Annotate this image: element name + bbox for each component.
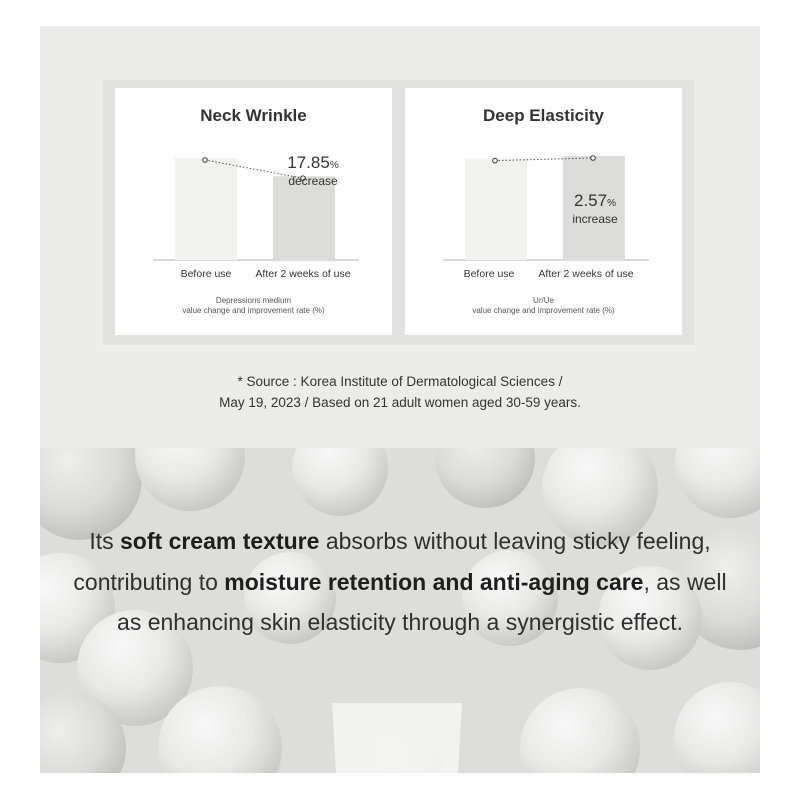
texture-description bbox=[70, 521, 730, 643]
x-tick-label: Before use bbox=[463, 268, 515, 280]
x-tick-label: After 2 weeks of use bbox=[255, 268, 351, 280]
copy-emphasis: soft cream texture bbox=[120, 528, 320, 554]
deep-elasticity-chart-card bbox=[405, 88, 682, 335]
data-point-before bbox=[493, 158, 498, 163]
chart-title: Neck Wrinkle bbox=[200, 106, 307, 125]
study-source-note bbox=[40, 371, 760, 413]
change-word: increase bbox=[572, 212, 618, 226]
chart-footnote bbox=[405, 296, 682, 316]
x-tick-label: After 2 weeks of use bbox=[538, 268, 634, 280]
cream-tube-shape bbox=[332, 703, 462, 773]
chart-footnote bbox=[115, 296, 392, 316]
neck-wrinkle-chart-card bbox=[115, 88, 392, 335]
footnote-line: Depressions medium bbox=[215, 296, 292, 305]
copy-text: Its bbox=[89, 528, 121, 554]
data-point-after bbox=[591, 156, 596, 161]
footnote-line: value change and improvement rate (%) bbox=[472, 306, 615, 315]
source-line: May 19, 2023 / Based on 21 adult women aged 30-59 years. bbox=[219, 395, 581, 410]
footnote-line: Ur/Ue bbox=[533, 296, 554, 305]
bar-before-use bbox=[465, 159, 527, 260]
cream-texture-banner bbox=[40, 448, 760, 773]
percent-value: 17.85 bbox=[287, 153, 330, 172]
footnote-line: value change and improvement rate (%) bbox=[182, 306, 325, 315]
clinical-results-frame bbox=[103, 80, 694, 345]
source-line: * Source : Korea Institute of Dermatological Sciences / bbox=[237, 374, 563, 389]
change-percent-label bbox=[263, 154, 363, 187]
percent-unit: % bbox=[329, 160, 339, 171]
copy-text: , as well as enhancing skin elasticity through a synergistic effect. bbox=[117, 568, 727, 635]
bar-before-use bbox=[175, 158, 237, 260]
product-detail-panel bbox=[40, 26, 760, 773]
change-percent-label bbox=[555, 192, 635, 225]
data-point-before bbox=[203, 158, 208, 163]
copy-emphasis: moisture retention and anti-aging care bbox=[224, 568, 644, 595]
x-tick-label: Before use bbox=[180, 268, 232, 280]
copy-text: absorbs without leaving sticky feeling, contributing to bbox=[73, 528, 711, 595]
chart-title: Deep Elasticity bbox=[483, 106, 604, 125]
change-word: decrease bbox=[288, 174, 338, 188]
bar-after-2-weeks bbox=[273, 176, 335, 260]
percent-unit: % bbox=[607, 198, 616, 209]
percent-value: 2.57 bbox=[574, 191, 608, 210]
